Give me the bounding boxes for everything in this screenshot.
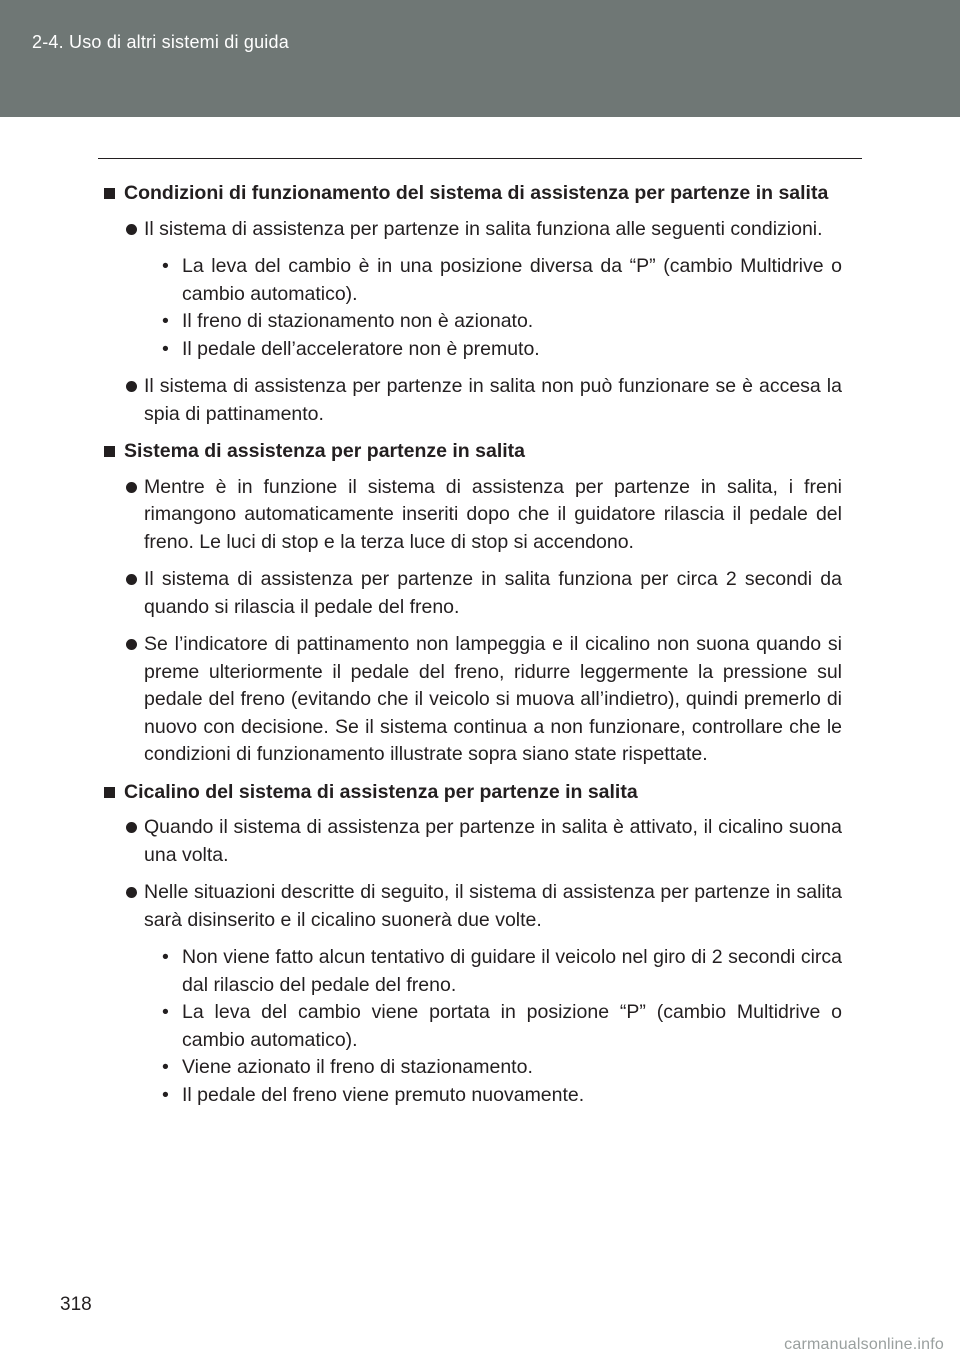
point-text: Il sistema di assistenza per partenze in salita funziona alle seguenti condizioni. bbox=[144, 217, 823, 240]
section-conditions bbox=[100, 180, 842, 428]
point-text: Nelle situazioni descritte di seguito, il sistema di assistenza per partenze in salita sarà disinserito e il cicalino suonerà due volte. bbox=[144, 881, 842, 931]
sub-item: • Non viene fatto alcun tentativo di guidare il veicolo nel giro di 2 secondi circa dal rilascio del pedale del freno. bbox=[162, 946, 842, 996]
section-buzzer bbox=[100, 779, 842, 1110]
sub-item: • La leva del cambio è in una posizione diversa da “P” (cambio Multidrive o cambio automatico). bbox=[162, 255, 842, 305]
sub-item: • La leva del cambio viene portata in posizione “P” (cambio Multidrive o cambio automatico). bbox=[162, 1001, 842, 1051]
page-number: 318 bbox=[60, 1294, 92, 1315]
sub-item: • Il pedale del freno viene premuto nuovamente. bbox=[144, 1082, 842, 1110]
point-text: Se l’indicatore di pattinamento non lampeggia e il cicalino non suona quando si preme ulteriormente il pedale del freno, ridurre leggermente la pressione sul pedale del freno (evitando che il veicolo si muova all’indietro), quindi premerlo di nuovo con decisione. Se il sistema continua a non funzionare, controllare che le condizioni di funzionamento illustrate sopra siano state rispettate. bbox=[144, 633, 842, 765]
list-item bbox=[124, 474, 842, 557]
list-item bbox=[124, 566, 842, 621]
round-bullet-icon bbox=[126, 224, 137, 235]
list-item bbox=[124, 814, 842, 869]
list-item bbox=[124, 373, 842, 428]
header-band bbox=[0, 0, 960, 117]
sub-item: • Viene azionato il freno di stazionamento. bbox=[144, 1054, 842, 1082]
sub-item: • Il freno di stazionamento non è azionato. bbox=[144, 308, 842, 336]
round-bullet-icon bbox=[126, 574, 137, 585]
content bbox=[100, 180, 842, 1119]
dot-bullet-icon: • bbox=[162, 337, 169, 360]
dot-bullet-icon: • bbox=[162, 310, 169, 332]
list-item bbox=[124, 216, 842, 364]
section-title: Sistema di assistenza per partenze in salita bbox=[124, 440, 525, 462]
dot-bullet-icon: • bbox=[162, 1001, 169, 1023]
round-bullet-icon bbox=[126, 639, 137, 650]
sub-list bbox=[144, 944, 842, 1109]
round-bullet-icon bbox=[126, 822, 137, 833]
sub-list bbox=[144, 253, 842, 363]
dot-bullet-icon: • bbox=[162, 1083, 169, 1106]
point-text: Il sistema di assistenza per partenze in salita non può funzionare se è accesa la spia di pattinamento. bbox=[144, 375, 842, 425]
list-item bbox=[124, 879, 842, 1109]
square-bullet-icon bbox=[104, 787, 115, 798]
dot-bullet-icon: • bbox=[162, 946, 169, 968]
dot-bullet-icon: • bbox=[162, 1056, 169, 1078]
point-text: Quando il sistema di assistenza per partenze in salita è attivato, il cicalino suona una volta. bbox=[144, 816, 842, 866]
list-item bbox=[124, 631, 842, 769]
top-rule bbox=[98, 158, 862, 159]
square-bullet-icon bbox=[104, 188, 115, 199]
round-bullet-icon bbox=[126, 381, 137, 392]
section-hill-start-assist bbox=[100, 438, 842, 769]
square-bullet-icon bbox=[104, 446, 115, 457]
section-title: Condizioni di funzionamento del sistema di assistenza per partenze in salita bbox=[124, 182, 829, 204]
point-text: Mentre è in funzione il sistema di assistenza per partenze in salita, i freni rimangono automaticamente inseriti dopo che il guidatore rilascia il pedale del freno. Le luci di stop e la terza luce di stop si accendono. bbox=[144, 475, 842, 553]
chapter-title: 2-4. Uso di altri sistemi di guida bbox=[32, 32, 289, 52]
point-text: Il sistema di assistenza per partenze in salita funziona per circa 2 secondi da quando si rilascia il pedale del freno. bbox=[144, 568, 842, 618]
sub-item: • Il pedale dell’acceleratore non è premuto. bbox=[144, 336, 842, 364]
dot-bullet-icon: • bbox=[162, 255, 169, 277]
section-title: Cicalino del sistema di assistenza per partenze in salita bbox=[124, 780, 638, 803]
watermark: carmanualsonline.info bbox=[784, 1336, 944, 1353]
round-bullet-icon bbox=[126, 482, 137, 493]
round-bullet-icon bbox=[126, 887, 137, 898]
